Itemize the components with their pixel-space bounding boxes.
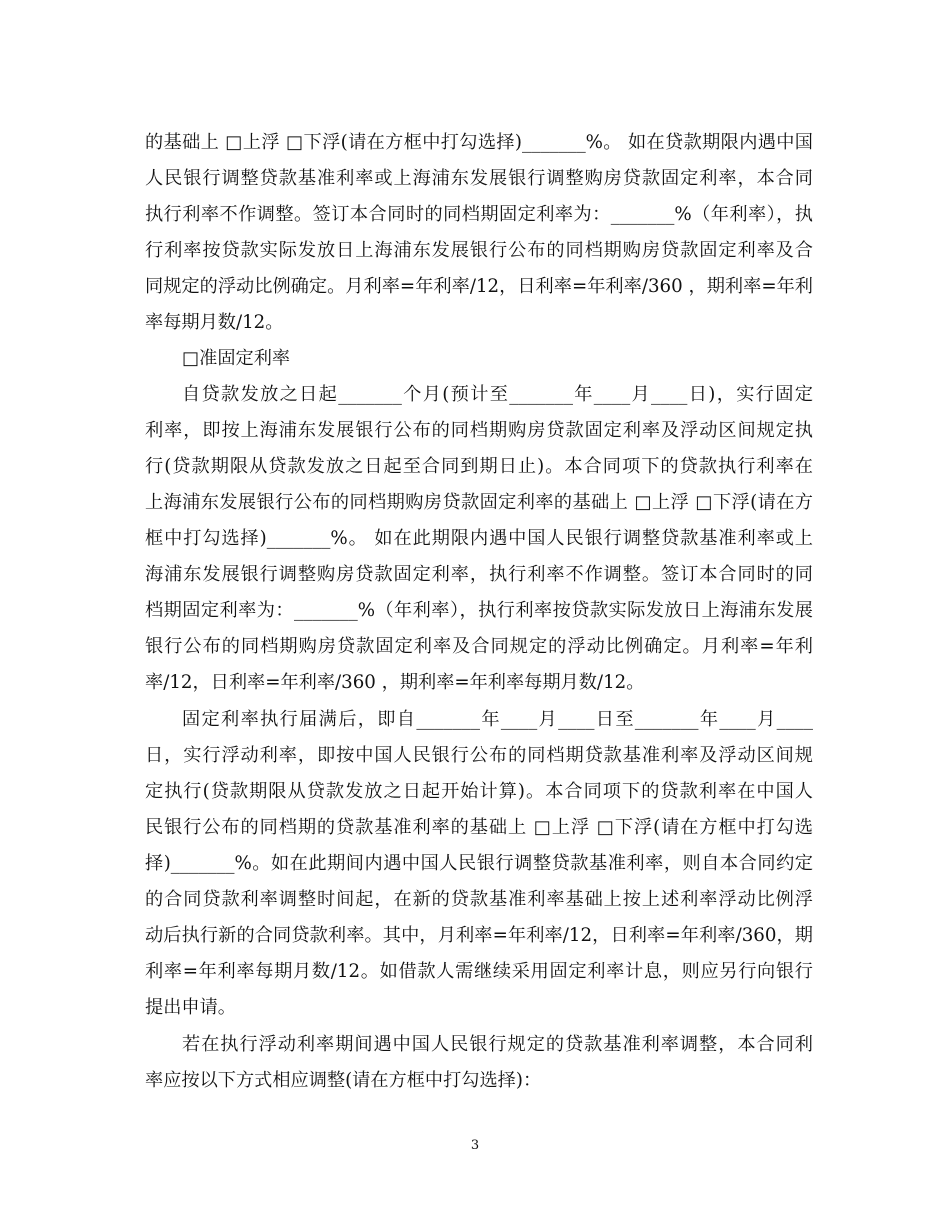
paragraph-3-line-3: 定执行(贷款期限从贷款发放之日起开始计算)。本合同项下的贷款利率在中国人 bbox=[145, 781, 813, 802]
paragraph-2-line-8: 银行公布的同档期购房贷款固定利率及合同规定的浮动比例确定。月利率=年利 bbox=[145, 636, 813, 657]
paragraph-1-line-1: 的基础上 □上浮 □下浮(请在方框中打勾选择)_______%。 如在贷款期限内遇中国 bbox=[145, 132, 813, 153]
paragraph-2-line-5: 框中打勾选择)_______%。 如在此期限内遇中国人民银行调整贷款基准利率或上 bbox=[145, 528, 813, 549]
paragraph-2-line-2: 利率，即按上海浦东发展银行公布的同档期购房贷款固定利率及浮动区间规定执 bbox=[145, 420, 813, 441]
paragraph-3-line-4: 民银行公布的同档期的贷款基准利率的基础上 □上浮 □下浮(请在方框中打勾选 bbox=[145, 817, 813, 838]
paragraph-4-line-1: 若在执行浮动利率期间遇中国人民银行规定的贷款基准利率调整，本合同利 bbox=[182, 1034, 813, 1055]
option-heading-quasi-fixed-rate: □准固定利率 bbox=[182, 348, 291, 369]
paragraph-1-line-5: 同规定的浮动比例确定。月利率=年利率/12，日利率=年利率/360 ，期利率=年利 bbox=[145, 276, 813, 297]
paragraph-1-line-6: 率每期月数/12。 bbox=[145, 312, 284, 333]
paragraph-2-line-9: 率/12，日利率=年利率/360 ，期利率=年利率每期月数/12。 bbox=[145, 672, 645, 693]
paragraph-3-line-8: 利率=年利率每期月数/12。如借款人需继续采用固定利率计息，则应另行向银行 bbox=[145, 961, 813, 982]
paragraph-2-line-6: 海浦东发展银行调整购房贷款固定利率，执行利率不作调整。签订本合同时的同 bbox=[145, 564, 813, 585]
paragraph-3-line-6: 的合同贷款利率调整时间起，在新的贷款基准利率基础上按上述利率浮动比例浮 bbox=[145, 889, 813, 910]
paragraph-4-line-2: 率应按以下方式相应调整(请在方框中打勾选择)： bbox=[145, 1070, 542, 1091]
paragraph-3-line-1: 固定利率执行届满后，即自_______年____月____日至_______年____月____ bbox=[182, 709, 813, 730]
paragraph-2-line-3: 行(贷款期限从贷款发放之日起至合同到期日止)。本合同项下的贷款执行利率在 bbox=[145, 456, 813, 477]
paragraph-2-line-4: 上海浦东发展银行公布的同档期购房贷款固定利率的基础上 □上浮 □下浮(请在方 bbox=[145, 492, 813, 513]
paragraph-1-line-3: 执行利率不作调整。签订本合同时的同档期固定利率为：_______%（年利率），执 bbox=[145, 204, 813, 225]
paragraph-1-line-4: 行利率按贷款实际发放日上海浦东发展银行公布的同档期购房贷款固定利率及合 bbox=[145, 240, 813, 261]
paragraph-3-line-7: 动后执行新的合同贷款利率。其中，月利率=年利率/12，日利率=年利率/360，期 bbox=[145, 925, 813, 946]
page-number: 3 bbox=[470, 1138, 480, 1153]
paragraph-2-line-1: 自贷款发放之日起_______个月(预计至_______年____月____日)，实行固定 bbox=[182, 384, 813, 405]
paragraph-2-line-7: 档期固定利率为：_______%（年利率），执行利率按贷款实际发放日上海浦东发展 bbox=[145, 600, 813, 621]
paragraph-3-line-2: 日，实行浮动利率，即按中国人民银行公布的同档期贷款基准利率及浮动区间规 bbox=[145, 745, 813, 766]
paragraph-3-line-5: 择)_______%。如在此期间内遇中国人民银行调整贷款基准利率，则自本合同约定 bbox=[145, 853, 813, 874]
paragraph-1-line-2: 人民银行调整贷款基准利率或上海浦东发展银行调整购房贷款固定利率，本合同 bbox=[145, 168, 813, 189]
paragraph-3-line-9: 提出申请。 bbox=[145, 997, 236, 1018]
